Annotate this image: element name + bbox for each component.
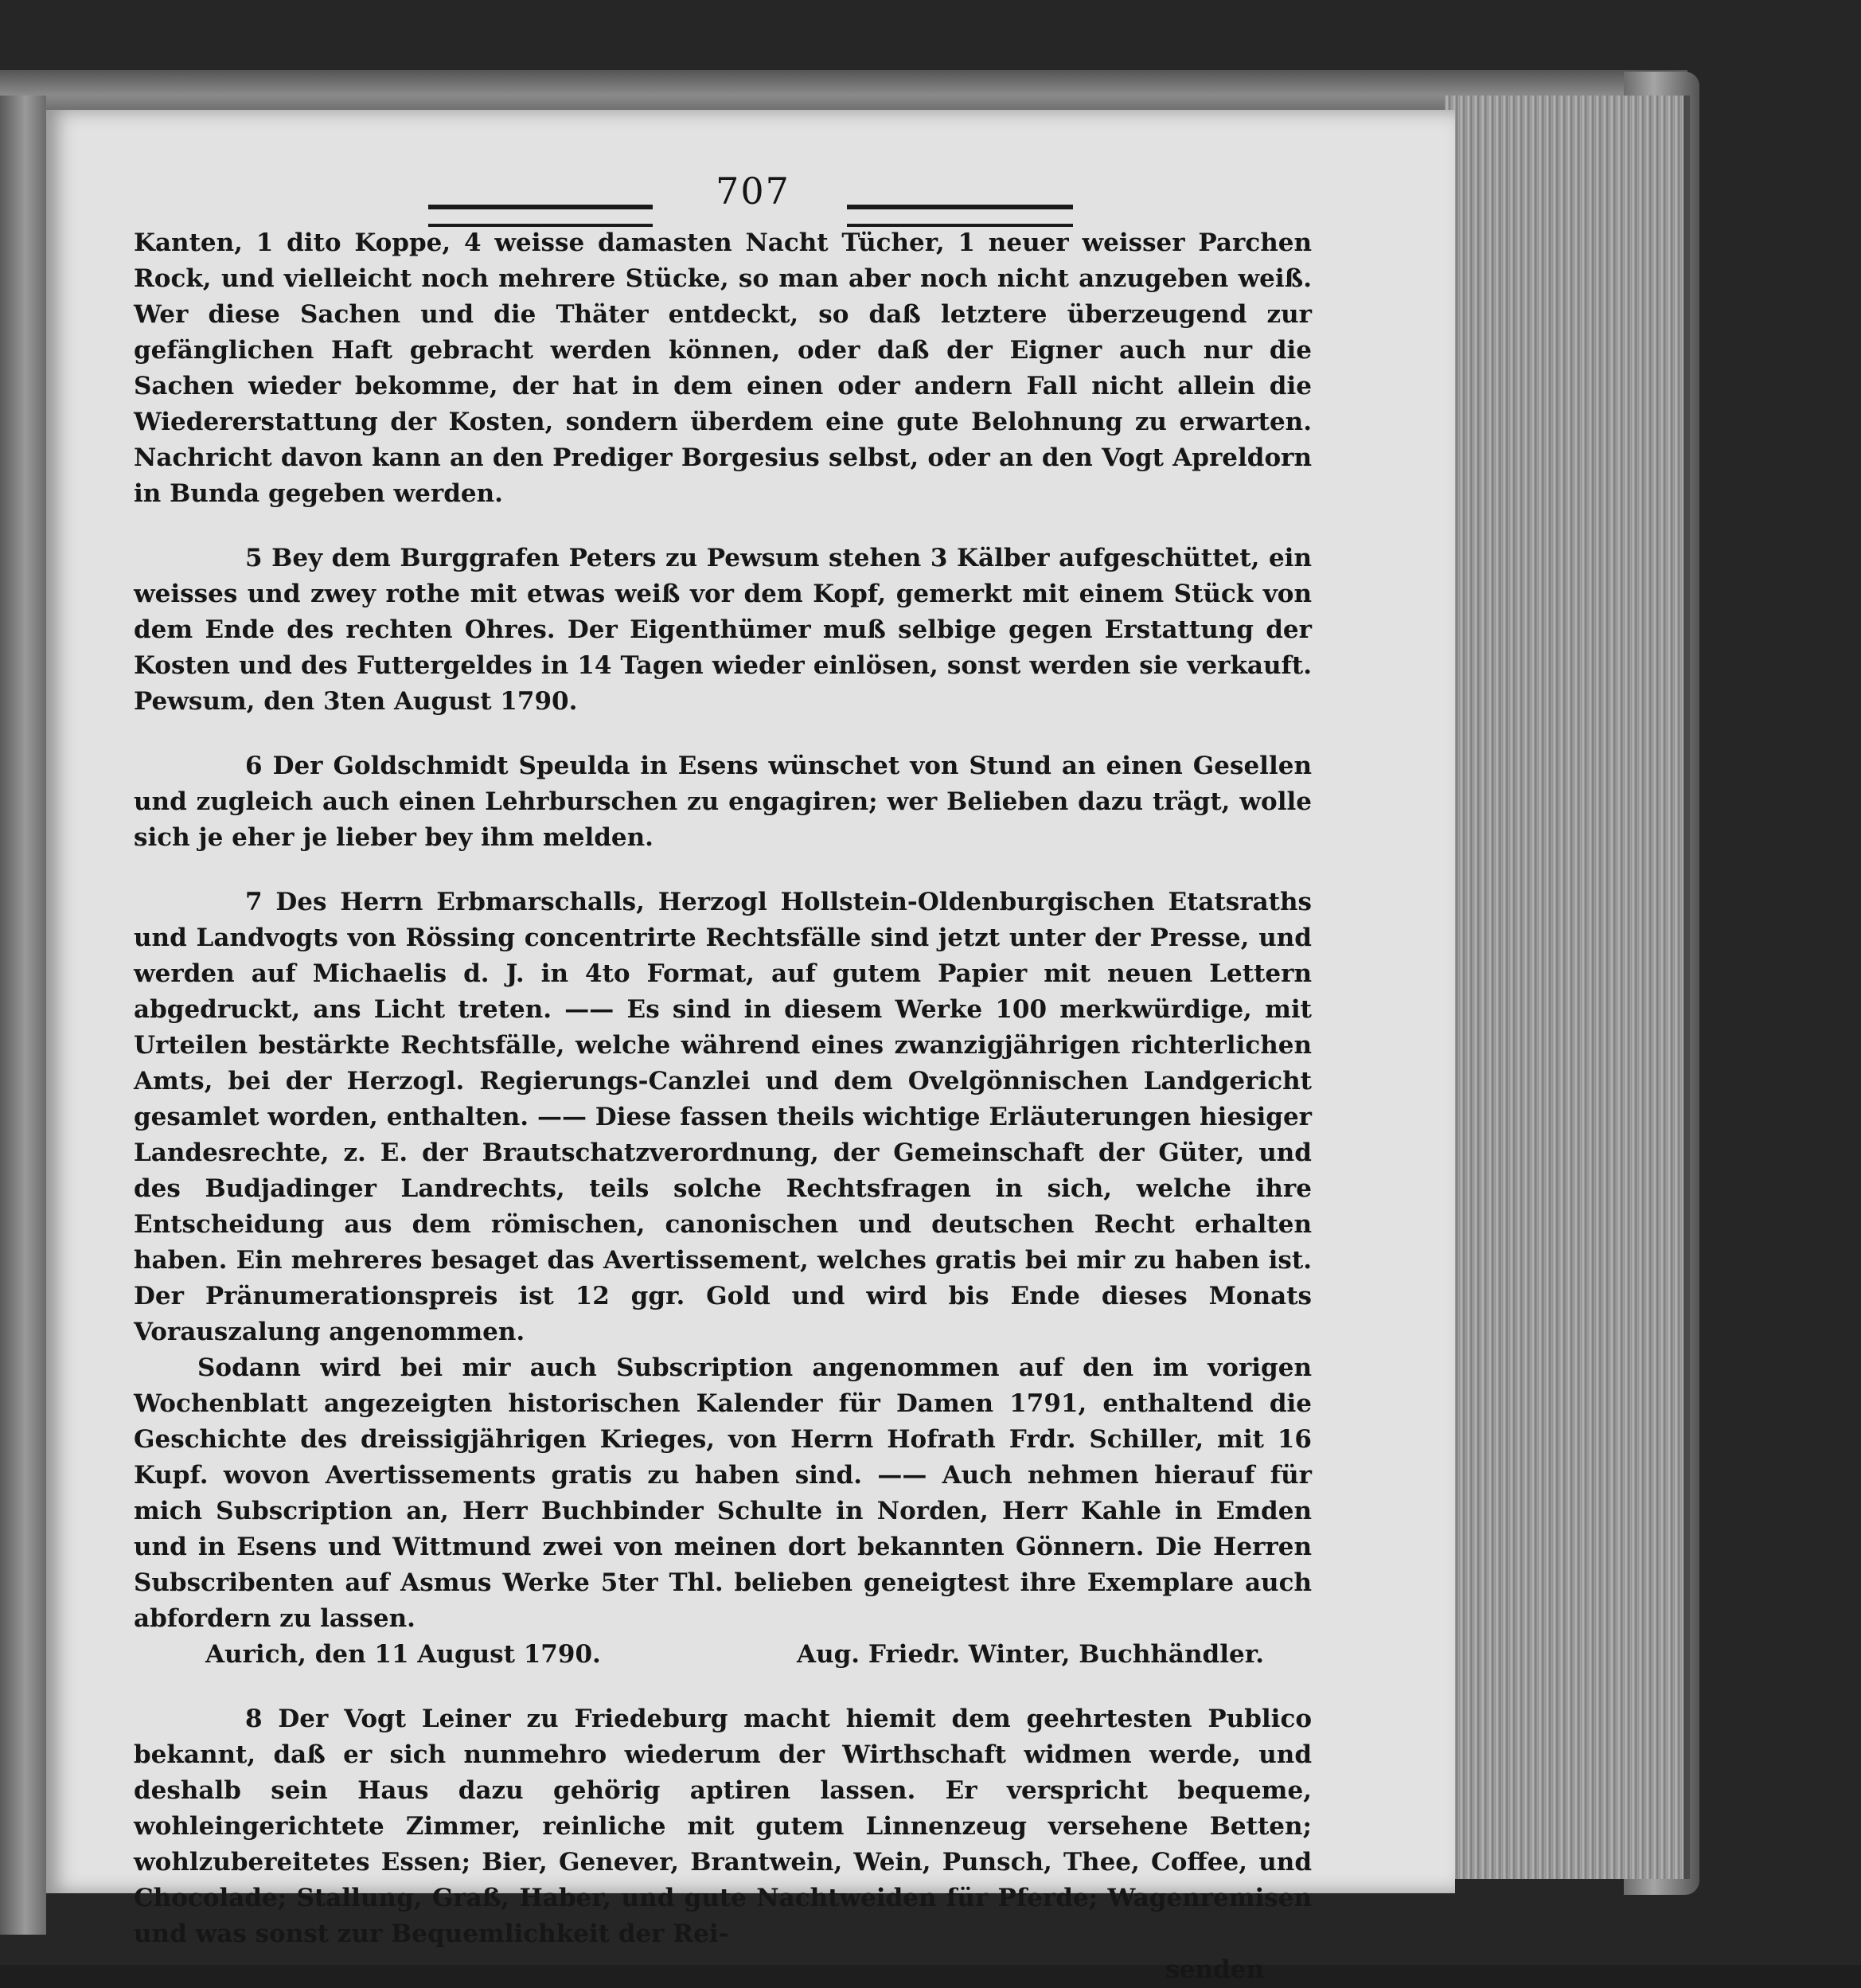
notice-5 <box>134 541 1312 720</box>
paragraph-continuation: Kanten, 1 dito Koppe, 4 weisse damasten Nacht Tücher, 1 neuer weisser Parchen Rock, und vielleicht noch mehrere Stücke, so man aber noch nicht anzugeben weiß. Wer diese Sachen und die Thäter entdeckt, so daß letztere überzeugend zur gefänglichen Haft gebracht werden können, oder daß der Eigner auch nur die Sachen wieder bekomme, der hat in dem einen oder andern Fall nicht allein die Wiedererstattung der Kosten, sondern überdem eine gute Belohnung zu erwarten. Nachricht davon kann an den Prediger Borgesius selbst, oder an den Vogt Apreldorn in Bunda gegeben werden. <box>134 228 1312 508</box>
signature-place-date: Aurich, den 11 August 1790. <box>205 1640 601 1669</box>
page-text <box>134 225 1312 1988</box>
header-rule-right <box>847 205 1073 227</box>
notice-5-text: 5 Bey dem Burggrafen Peters zu Pewsum stehen 3 Kälber aufgeschüttet, ein weisses und zwey rothe mit etwas weiß vor dem Kopf, gemerkt mit einem Stück von dem Ende des rechten Ohres. Der Eigenthümer muß selbige gegen Erstattung der Kosten und des Futtergeldes in 14 Tagen wieder einlösen, sonst werden sie verkauft. Pewsum, den 3ten August 1790. <box>134 544 1312 716</box>
notice-7-text: 7 Des Herrn Erbmarschalls, Herzogl Hollstein-Oldenburgischen Etatsraths und Landvogts von Rössing concentrirte Rechtsfälle sind jetzt unter der Presse, und werden auf Michaelis d. J. in 4to Format, auf gutem Papier mit neuen Lettern abgedruckt, ans Licht treten. —— Es sind in diesem Werke 100 merkwürdige, mit Urteilen bestärkte Rechtsfälle, welche während eines zwanzigjährigen richterlichen Amts, bei der Herzogl. Regierungs-Canzlei und dem Ovelgönnischen Landgericht gesamlet worden, enthalten. —— Diese fassen theils wichtige Erläuterungen hiesiger Landesrechte, z. E. der Brautschatzverordnung, der Gemeinschaft der Güter, und des Budjadinger Landrechts, teils solche Rechtsfragen in sich, welche ihre Entscheidung aus dem römischen, canonischen und deutschen Recht erhalten haben. Ein mehreres besaget das Avertissement, welches gratis bei mir zu haben ist. Der Pränumerationspreis ist 12 ggr. Gold und wird bis Ende dieses Monats Vorauszalung angenommen. <box>134 888 1312 1346</box>
notice-7-subscription-text: Sodann wird bei mir auch Subscription angenommen auf den im vorigen Wochenblatt angezeigten historischen Kalender für Damen 1791, enthaltend die Geschichte des dreissigjährigen Krieges, von Herrn Hofrath Frdr. Schiller, mit 16 Kupf. wovon Avertissements gratis zu haben sind. —— Auch nehmen hierauf für mich Subscription an, Herr Buchbinder Schulte in Norden, Herr Kahle in Emden und in Esens und Wittmund zwei von meinen dort bekannten Gönnern. Die Herren Subscribenten auf Asmus Werke 5ter Thl. belieben geneigtest ihre Exemplare auch abfordern zu lassen. <box>134 1353 1312 1633</box>
signature-name: Aug. Friedr. Winter, Buchhändler. <box>797 1640 1264 1669</box>
page-header <box>428 154 1081 217</box>
notice-6 <box>134 748 1312 856</box>
page-fore-edge <box>1445 96 1690 1879</box>
header-rule-left <box>428 205 653 227</box>
notice-8 <box>134 1701 1312 1952</box>
book-page <box>46 110 1455 1984</box>
page-number: 707 <box>716 170 790 213</box>
notice-8-text: 8 Der Vogt Leiner zu Friedeburg macht hiemit dem geehrtesten Publico bekannt, daß er sich nunmehro wiederum der Wirthschaft widmen werde, und deshalb sein Haus dazu gehörig aptiren lassen. Er verspricht bequeme, wohleingerichtete Zimmer, reinliche mit gutem Linnenzeug versehene Betten; wohlzubereitetes Essen; Bier, Genever, Brantwein, Wein, Punsch, Thee, Coffee, und Chocolade; Stallung, Graß, Haber, und gute Nachtweiden für Pferde; Wagenremisen und was sonst zur Bequemlichkeit der Rei- <box>134 1705 1312 1948</box>
signature-line <box>134 1637 1312 1673</box>
book-cover-top <box>0 70 1687 111</box>
notice-7-subscription <box>134 1350 1312 1637</box>
facing-page-edge <box>0 96 46 1935</box>
catchword: senden <box>1165 1955 1264 1984</box>
notice-7 <box>134 885 1312 1350</box>
notice-6-text: 6 Der Goldschmidt Speulda in Esens wünschet von Stund an einen Gesellen und zugleich auch einen Lehrburschen zu engagiren; wer Belieben dazu trägt, wolle sich je eher je lieber bey ihm melden. <box>134 752 1312 852</box>
